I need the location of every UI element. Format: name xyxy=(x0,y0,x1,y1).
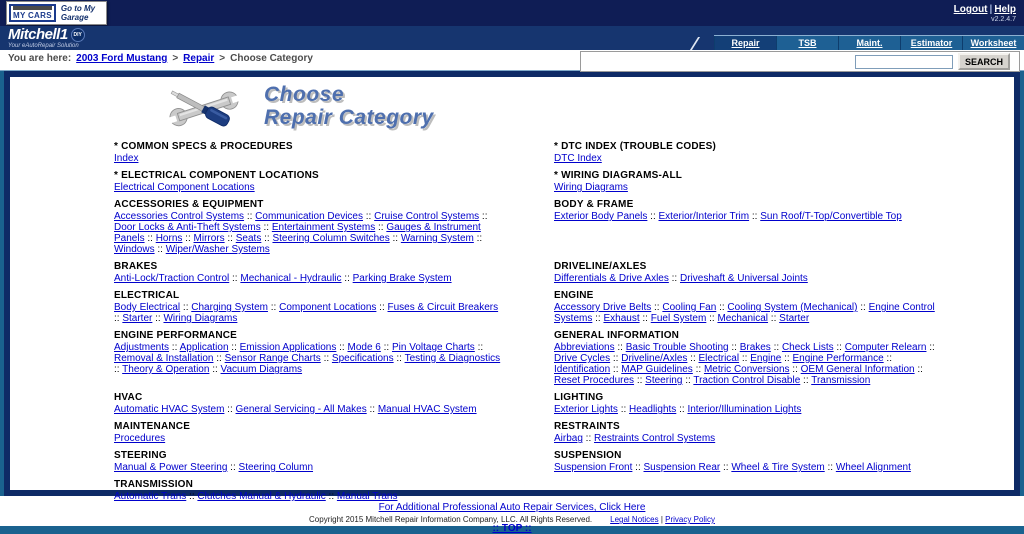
page-title: Choose Repair Category xyxy=(264,83,434,129)
category-section xyxy=(554,330,946,386)
link-separator: :: xyxy=(267,302,280,313)
category-title: TRANSMISSION xyxy=(114,479,194,490)
category-link[interactable]: Cooling System (Mechanical) xyxy=(727,302,858,313)
breadcrumb-separator: > xyxy=(219,53,226,64)
category-link[interactable]: Automatic HVAC System xyxy=(114,404,225,415)
version-label: v2.2.4.7 xyxy=(991,16,1016,23)
link-separator: :: xyxy=(789,364,801,375)
category-link[interactable]: Identification xyxy=(554,364,611,375)
link-separator: :: xyxy=(186,491,198,502)
category-link[interactable]: Entertainment Systems xyxy=(271,222,376,233)
link-separator: :: xyxy=(474,342,484,353)
category-link[interactable]: Transmission xyxy=(811,375,871,386)
link-separator: :: xyxy=(182,233,194,244)
link-separator: :: xyxy=(152,313,164,324)
link-separator: :: xyxy=(363,211,375,222)
link-separator: :: xyxy=(366,404,378,415)
link-separator: :: xyxy=(228,342,240,353)
logout-link[interactable]: Logout xyxy=(953,4,988,15)
category-link[interactable]: Exhaust xyxy=(603,313,640,324)
category-title: * WIRING DIAGRAMS-ALL xyxy=(554,170,683,181)
breadcrumb-label: You are here: xyxy=(8,53,72,64)
category-section xyxy=(554,392,946,415)
category-link[interactable]: Wiring Diagrams xyxy=(554,182,628,193)
link-separator: :: xyxy=(336,342,348,353)
link-separator: :: xyxy=(260,222,272,233)
link-separator: :: xyxy=(857,302,869,313)
category-link[interactable]: Testing & Diagnostics xyxy=(404,353,501,364)
category-link[interactable]: Wheel Alignment xyxy=(835,462,911,473)
category-title: HVAC xyxy=(114,392,143,403)
category-link[interactable]: Engine Control Systems xyxy=(554,302,935,324)
category-link[interactable]: Automatic Trans xyxy=(114,491,187,502)
category-link[interactable]: Windows xyxy=(114,244,155,255)
link-separator: :: xyxy=(325,491,337,502)
category-link[interactable]: Warning System xyxy=(400,233,474,244)
nav-tabs xyxy=(714,35,1024,50)
footer-divider: | xyxy=(660,515,663,524)
search-button[interactable]: SEARCH xyxy=(958,53,1010,70)
link-separator: :: xyxy=(227,462,239,473)
category-section xyxy=(114,479,506,502)
link-separator: :: xyxy=(389,233,401,244)
category-link[interactable]: Driveline/Axles xyxy=(621,353,688,364)
link-separator: :: xyxy=(800,375,812,386)
category-link[interactable]: Adjustments xyxy=(114,342,170,353)
breadcrumb-current: Choose Category xyxy=(230,53,313,64)
user-links xyxy=(954,4,1016,23)
category-section xyxy=(114,421,506,444)
category-title: RESTRAINTS xyxy=(554,421,620,432)
link-separator: :: xyxy=(914,364,923,375)
link-separator: :: xyxy=(610,353,622,364)
link-separator: :: xyxy=(728,342,740,353)
category-link[interactable]: Airbag xyxy=(554,433,583,444)
category-link[interactable]: Door Locks & Anti-Theft Systems xyxy=(114,222,261,233)
link-separator: :: xyxy=(647,211,659,222)
link-separator: :: xyxy=(376,302,388,313)
link-separator: :: xyxy=(341,273,353,284)
tab-worksheet[interactable]: Worksheet xyxy=(962,36,1024,50)
category-title: BRAKES xyxy=(114,261,158,272)
category-link[interactable]: Electrical Component Locations xyxy=(114,182,255,193)
brand-tagline: Your eAutoRepair Solution xyxy=(8,43,79,49)
link-separator: :: xyxy=(768,313,780,324)
brand-name: Mitchell1 xyxy=(8,26,68,43)
help-link[interactable]: Help xyxy=(994,4,1016,15)
category-link[interactable]: Wiper/Washer Systems xyxy=(165,244,270,255)
link-separator: :: xyxy=(244,211,256,222)
link-separator: :: xyxy=(632,462,644,473)
category-link[interactable]: Interior/Illumination Lights xyxy=(687,404,802,415)
category-link[interactable]: Engine xyxy=(750,353,782,364)
link-separator: :: xyxy=(114,364,123,375)
tab-repair[interactable]: Repair xyxy=(714,36,776,50)
my-cars-plate-label: MY CARS xyxy=(13,11,52,20)
category-link[interactable]: Exterior Body Panels xyxy=(554,211,648,222)
category-link[interactable]: Brakes xyxy=(739,342,771,353)
category-link[interactable]: Suspension Rear xyxy=(643,462,721,473)
link-separator: :: xyxy=(926,342,935,353)
category-link[interactable]: Body Electrical xyxy=(114,302,181,313)
link-separator: :: xyxy=(824,462,836,473)
link-separator: :: xyxy=(639,313,651,324)
category-link[interactable]: Procedures xyxy=(114,433,166,444)
link-separator: :: xyxy=(144,233,156,244)
legal-notices-link[interactable]: Legal Notices xyxy=(610,515,659,524)
breadcrumb-link-vehicle[interactable]: 2003 Ford Mustang xyxy=(76,53,168,64)
link-separator: :: xyxy=(883,353,892,364)
link-separator: :: xyxy=(213,353,225,364)
category-section xyxy=(554,479,946,502)
category-link[interactable]: Manual & Power Steering xyxy=(114,462,228,473)
link-separator: :: xyxy=(716,302,728,313)
category-section xyxy=(554,290,946,324)
category-link[interactable]: Differentials & Drive Axles xyxy=(554,273,669,284)
go-to-my-garage-button[interactable] xyxy=(6,1,107,25)
category-link[interactable]: Vacuum Diagrams xyxy=(220,364,303,375)
category-link[interactable]: DTC Index xyxy=(554,153,602,164)
category-section xyxy=(554,141,946,164)
category-title: ENGINE xyxy=(554,290,594,301)
category-link[interactable]: Anti-Lock/Traction Control xyxy=(114,273,230,284)
category-title: BODY & FRAME xyxy=(554,199,634,210)
category-link[interactable]: Mechanical - Hydraulic xyxy=(240,273,342,284)
link-separator: :: xyxy=(610,364,622,375)
category-section xyxy=(114,141,506,164)
category-link[interactable]: Wiring Diagrams xyxy=(163,313,238,324)
link-separator: :: xyxy=(749,211,761,222)
link-separator: :: xyxy=(651,302,663,313)
link-separator: :: xyxy=(634,375,646,386)
category-title: GENERAL INFORMATION xyxy=(554,330,680,341)
link-separator: :: xyxy=(209,364,221,375)
link-separator: :: xyxy=(473,233,483,244)
category-link[interactable]: Mode 6 xyxy=(347,342,381,353)
category-link[interactable]: Accessory Drive Belts xyxy=(554,302,652,313)
category-section xyxy=(114,199,506,255)
plate-band xyxy=(13,6,52,10)
category-link[interactable]: Restraints Control Systems xyxy=(594,433,716,444)
page-banner xyxy=(160,83,1014,133)
link-separator: :: xyxy=(614,342,626,353)
category-link[interactable]: Steering Column xyxy=(238,462,314,473)
copyright-text: Copyright 2015 Mitchell Repair Information Company, LLC. All Rights Reserved. xyxy=(309,515,593,524)
link-separator: :: xyxy=(617,404,630,415)
my-cars-plate-icon xyxy=(9,4,56,22)
link-separator: :: xyxy=(261,233,273,244)
link-separator: :: xyxy=(224,233,236,244)
go-to-my-garage-label: Go to My Garage xyxy=(60,4,96,22)
category-link[interactable]: Computer Relearn xyxy=(844,342,927,353)
category-link[interactable]: Component Locations xyxy=(279,302,377,313)
link-separator: :: xyxy=(380,342,392,353)
category-title: ELECTRICAL xyxy=(114,290,180,301)
category-title: STEERING xyxy=(114,450,167,461)
category-section xyxy=(554,170,946,193)
link-separator: :: xyxy=(393,353,405,364)
link-separator: :: xyxy=(682,375,694,386)
category-link[interactable]: Starter xyxy=(779,313,810,324)
diy-badge-icon: DIY xyxy=(71,28,85,42)
tab-maint[interactable]: Maint. xyxy=(838,36,900,50)
category-link[interactable]: Theory & Operation xyxy=(122,364,210,375)
link-separator: :: xyxy=(169,342,180,353)
category-link[interactable]: Exterior Lights xyxy=(554,404,618,415)
main-area xyxy=(0,71,1024,502)
category-link[interactable]: Driveshaft & Universal Joints xyxy=(679,273,808,284)
category-title: LIGHTING xyxy=(554,392,604,403)
category-title: DRIVELINE/AXLES xyxy=(554,261,647,272)
category-section xyxy=(114,330,506,386)
main-content-box xyxy=(4,71,1020,502)
privacy-policy-link[interactable]: Privacy Policy xyxy=(665,515,715,524)
category-link[interactable]: Abbreviations xyxy=(554,342,615,353)
link-separator: :: xyxy=(687,353,699,364)
link-separator: :: xyxy=(224,404,236,415)
search-input[interactable] xyxy=(855,55,953,69)
link-separator: :: xyxy=(375,222,387,233)
brand-bar xyxy=(0,26,1024,50)
category-link[interactable]: Gauges & Instrument Panels xyxy=(114,222,481,244)
link-separator: :: xyxy=(692,364,704,375)
category-link[interactable]: Sun Roof/T-Top/Convertible Top xyxy=(760,211,902,222)
link-separator: :: xyxy=(114,313,123,324)
link-separator: :: xyxy=(676,404,688,415)
category-link[interactable]: General Servicing - All Makes xyxy=(235,404,367,415)
category-link[interactable]: Electrical xyxy=(698,353,740,364)
category-link[interactable]: Specifications xyxy=(331,353,394,364)
category-title: * COMMON SPECS & PROCEDURES xyxy=(114,141,293,152)
link-separator: :: xyxy=(739,353,751,364)
link-separator: :: xyxy=(833,342,845,353)
category-link[interactable]: Clutches Manual & Hydraulic xyxy=(197,491,326,502)
link-separator: :: xyxy=(180,302,192,313)
category-link[interactable]: Metric Conversions xyxy=(703,364,790,375)
category-link[interactable]: Cooling Fan xyxy=(662,302,717,313)
category-section xyxy=(114,170,506,193)
category-link[interactable]: Cruise Control Systems xyxy=(374,211,480,222)
category-link[interactable]: Reset Procedures xyxy=(554,375,635,386)
link-separator: :: xyxy=(592,313,604,324)
link-separator: :: xyxy=(720,462,732,473)
link-separator: :: xyxy=(781,353,793,364)
category-section xyxy=(114,261,506,284)
category-link[interactable]: Manual HVAC System xyxy=(377,404,477,415)
category-link[interactable]: Application xyxy=(179,342,229,353)
mitchell1-logo xyxy=(8,27,85,49)
category-link[interactable]: Mechanical xyxy=(717,313,769,324)
category-link[interactable]: Drive Cycles xyxy=(554,353,611,364)
link-separator: :: xyxy=(320,353,332,364)
category-section xyxy=(554,199,946,255)
category-section xyxy=(114,290,506,324)
category-link[interactable]: Basic Trouble Shooting xyxy=(625,342,729,353)
category-link[interactable]: Removal & Installation xyxy=(114,353,214,364)
category-link[interactable]: Mirrors xyxy=(193,233,225,244)
category-section xyxy=(554,450,946,473)
search-panel xyxy=(580,51,1020,72)
footer-services-link[interactable]: For Additional Professional Auto Repair Services, Click Here xyxy=(378,502,646,513)
link-separator: :: xyxy=(706,313,718,324)
category-link[interactable]: Communication Devices xyxy=(255,211,363,222)
category-section xyxy=(554,261,946,284)
category-link[interactable]: Engine Performance xyxy=(792,353,884,364)
category-link[interactable]: Starter xyxy=(122,313,153,324)
category-link[interactable]: OEM General Information xyxy=(800,364,915,375)
category-link[interactable]: Pin Voltage Charts xyxy=(391,342,475,353)
tab-estimator[interactable]: Estimator xyxy=(900,36,962,50)
category-link[interactable]: Steering Column Switches xyxy=(272,233,390,244)
link-separator: :: xyxy=(154,244,166,255)
category-link[interactable]: Steering xyxy=(645,375,683,386)
top-utility-bar xyxy=(0,0,1024,26)
category-link[interactable]: Parking Brake System xyxy=(352,273,452,284)
category-link[interactable]: MAP Guidelines xyxy=(621,364,693,375)
category-title: * ELECTRICAL COMPONENT LOCATIONS xyxy=(114,170,319,181)
category-link[interactable]: Fuses & Circuit Breakers xyxy=(387,302,499,313)
category-link[interactable]: Check Lists xyxy=(781,342,834,353)
top-link[interactable]: :: TOP :: xyxy=(492,523,532,534)
category-link[interactable]: Exterior/Interior Trim xyxy=(658,211,750,222)
category-title: SUSPENSION xyxy=(554,450,622,461)
category-title: ENGINE PERFORMANCE xyxy=(114,330,238,341)
category-title: MAINTENANCE xyxy=(114,421,191,432)
category-link[interactable]: Charging System xyxy=(191,302,268,313)
link-divider: | xyxy=(989,4,993,15)
category-link[interactable]: Headlights xyxy=(629,404,677,415)
category-link[interactable]: Suspension Front xyxy=(554,462,633,473)
link-separator: :: xyxy=(229,273,241,284)
crossed-tools-icon xyxy=(160,83,248,133)
swoosh-decoration xyxy=(690,37,710,50)
category-section xyxy=(554,421,946,444)
category-title: * DTC INDEX (TROUBLE CODES) xyxy=(554,141,717,152)
category-link[interactable]: Manual Trans xyxy=(336,491,398,502)
link-separator: :: xyxy=(479,211,488,222)
category-link[interactable]: Seats xyxy=(235,233,262,244)
category-link[interactable]: Accessories Control Systems xyxy=(114,211,245,222)
category-grid xyxy=(114,141,1014,502)
category-link[interactable]: Fuel System xyxy=(650,313,707,324)
category-section xyxy=(114,450,506,473)
category-link[interactable]: Emission Applications xyxy=(239,342,337,353)
category-link[interactable]: Traction Control Disable xyxy=(693,375,801,386)
breadcrumb-separator: > xyxy=(172,53,179,64)
link-separator: :: xyxy=(668,273,680,284)
breadcrumb-link-repair[interactable]: Repair xyxy=(183,53,215,64)
tabs-region xyxy=(694,35,1024,50)
category-link[interactable]: Sensor Range Charts xyxy=(224,353,321,364)
category-section xyxy=(114,392,506,415)
tab-tsb[interactable]: TSB xyxy=(776,36,838,50)
category-link[interactable]: Horns xyxy=(155,233,183,244)
link-separator: :: xyxy=(770,342,782,353)
category-link[interactable]: Wheel & Tire System xyxy=(731,462,825,473)
category-title: ACCESSORIES & EQUIPMENT xyxy=(114,199,264,210)
link-separator: :: xyxy=(582,433,595,444)
category-link[interactable]: Index xyxy=(114,153,139,164)
